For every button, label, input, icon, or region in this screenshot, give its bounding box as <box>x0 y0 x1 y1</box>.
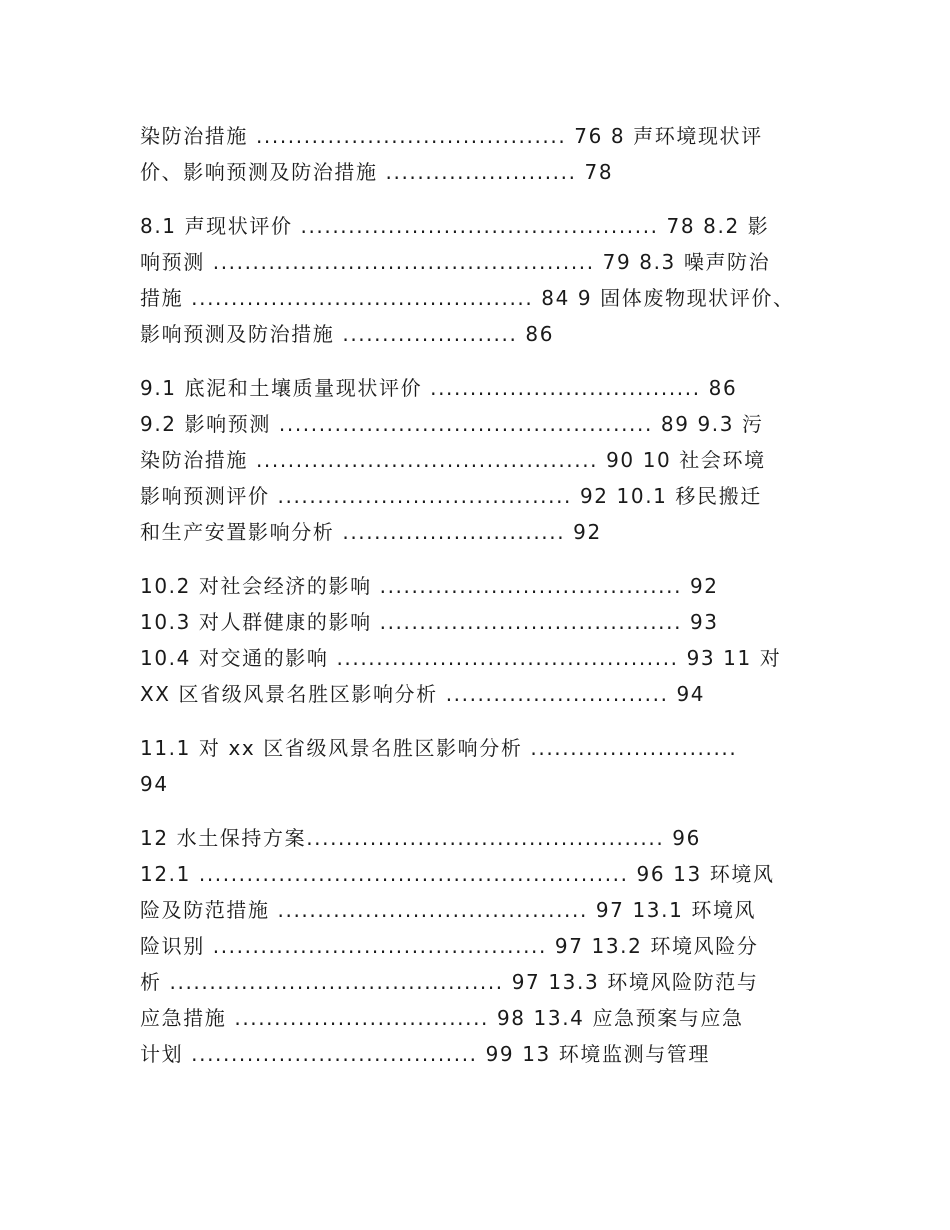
toc-line: 10.4 对交通的影响 ........................................... 93 11 对 <box>140 646 782 670</box>
toc-line: 8.1 声现状评价 ............................................. 78 8.2 影 <box>140 214 770 238</box>
toc-paragraph <box>140 820 830 1072</box>
toc-line: 响预测 ................................................ 79 8.3 噪声防治 <box>140 250 771 274</box>
toc-line: 12.1 ...................................................... 96 13 环境风 <box>140 862 775 886</box>
toc-line: 12 水土保持方案............................................. 96 <box>140 826 701 850</box>
toc-line: 措施 ........................................... 84 9 固体废物现状评价、 <box>140 286 795 310</box>
toc-line: 析 .......................................... 97 13.3 环境风险防范与 <box>140 970 759 994</box>
toc-line: 影响预测及防治措施 ...................... 86 <box>140 322 555 346</box>
toc-paragraph <box>140 370 830 550</box>
toc-line: 10.2 对社会经济的影响 ...................................... 92 <box>140 574 719 598</box>
toc-line: 计划 .................................... 99 13 环境监测与管理 <box>140 1042 710 1066</box>
toc-paragraph <box>140 208 830 352</box>
toc-line: 影响预测评价 ..................................... 92 10.1 移民搬迁 <box>140 484 762 508</box>
toc-line: 94 <box>140 772 169 796</box>
toc-line: 险及防范措施 ....................................... 97 13.1 环境风 <box>140 898 757 922</box>
toc-line: 染防治措施 ....................................... 76 8 声环境现状评 <box>140 124 763 148</box>
toc-line: 10.3 对人群健康的影响 ...................................... 93 <box>140 610 719 634</box>
toc-paragraph <box>140 568 830 712</box>
toc-line: 9.1 底泥和土壤质量现状评价 .................................. 86 <box>140 376 738 400</box>
toc-paragraph <box>140 118 830 190</box>
toc-line: 险识别 .......................................... 97 13.2 环境风险分 <box>140 934 759 958</box>
toc-line: 9.2 影响预测 ............................................... 89 9.3 污 <box>140 412 764 436</box>
toc-line: 应急措施 ................................ 98 13.4 应急预案与应急 <box>140 1006 744 1030</box>
toc-line: 11.1 对 xx 区省级风景名胜区影响分析 .......................... <box>140 736 738 760</box>
toc-line: 和生产安置影响分析 ............................ 92 <box>140 520 602 544</box>
toc-paragraph <box>140 730 830 802</box>
toc-page <box>140 118 830 1090</box>
toc-line: XX 区省级风景名胜区影响分析 ............................ 94 <box>140 682 706 706</box>
toc-line: 染防治措施 ........................................... 90 10 社会环境 <box>140 448 766 472</box>
toc-line: 价、影响预测及防治措施 ........................ 78 <box>140 160 614 184</box>
